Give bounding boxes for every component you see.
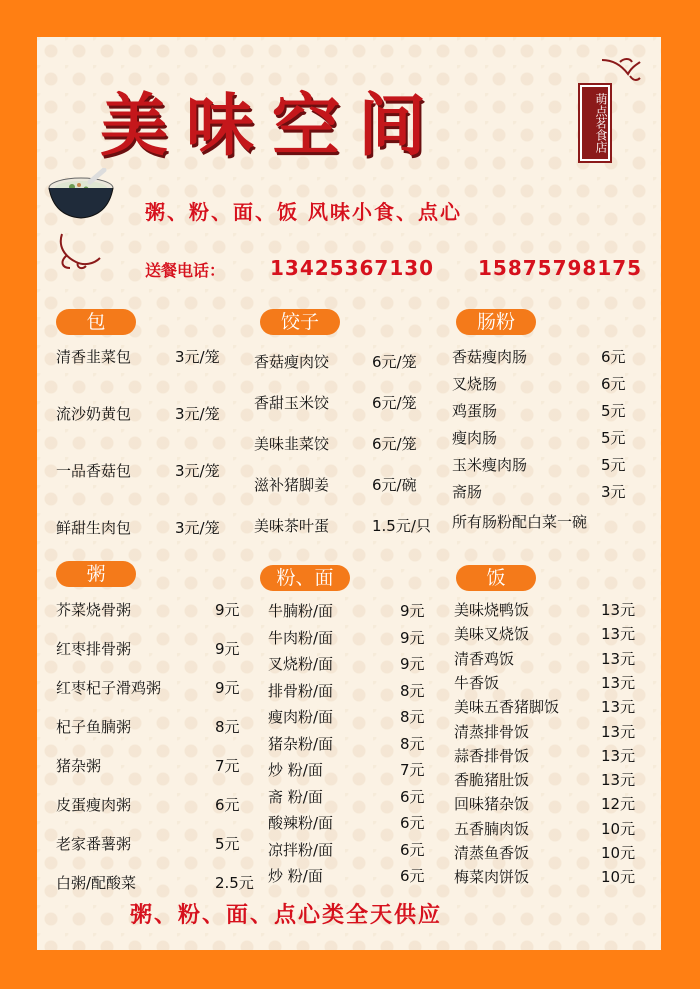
changfen-item-name: 香菇瘦肉肠: [452, 348, 528, 366]
fenmian-item-price: 6元: [400, 867, 425, 885]
fan-item-name: 回味猪杂饭: [454, 795, 530, 814]
fenmian-item-price: 6元: [400, 787, 425, 806]
bao-item-name: 一品香菇包: [56, 462, 132, 480]
zhou-item-price: 9元: [215, 601, 240, 619]
tagline: 粥、粉、面、饭 风味小食、点心: [145, 200, 462, 224]
fan-item-name: 五香腩肉饭: [454, 819, 530, 838]
fenmian-item-name: 炒 粉/面: [268, 867, 323, 885]
fenmian-item-price: 9元: [400, 602, 425, 620]
bao-item-name: 清香韭菜包: [56, 348, 132, 366]
fan-item-price: 10元: [601, 819, 636, 838]
bao-item-name: 流沙奶黄包: [56, 405, 132, 423]
jiaozi-item-name: 香菇瘦肉饺: [254, 353, 330, 371]
changfen-item-price: 5元: [601, 456, 626, 474]
changfen-item-name: 叉烧肠: [452, 375, 498, 393]
changfen-item-name: 鸡蛋肠: [452, 402, 498, 420]
fan-item-price: 10元: [601, 844, 636, 862]
fenmian-item-name: 酸辣粉/面: [268, 814, 334, 832]
zhou-item-name: 红枣排骨粥: [56, 640, 132, 658]
phone-number-2: 15875798175: [478, 256, 643, 280]
zhou-item-name: 杞子鱼腩粥: [56, 718, 132, 736]
fenmian-item-name: 牛肉粉/面: [268, 628, 334, 647]
footer-note: 粥、粉、面、点心类全天供应: [130, 903, 443, 928]
zhou-item-price: 5元: [215, 835, 240, 853]
fan-item-name: 梅菜肉饼饭: [454, 868, 530, 887]
fenmian-item-price: 6元: [400, 840, 425, 859]
fan-item-price: 13元: [601, 722, 636, 741]
zhou-item-name: 猪杂粥: [56, 757, 102, 775]
fenmian-item-name: 叉烧粉/面: [268, 655, 334, 673]
jiaozi-item-name: 香甜玉米饺: [254, 394, 330, 412]
bao-item-price: 3元/笼: [175, 348, 220, 366]
jiaozi-item-price: 1.5元/只: [372, 517, 431, 535]
fenmian-item-price: 6元: [400, 814, 425, 832]
fan-item-name: 清香鸡饭: [454, 649, 515, 668]
fenmian-item-name: 炒 粉/面: [268, 761, 323, 779]
fenmian-item-price: 8元: [400, 734, 425, 753]
bao-item-name: 鲜甜生肉包: [56, 519, 132, 537]
fan-item-price: 13元: [601, 625, 636, 644]
bao-item-price: 3元/笼: [175, 462, 220, 480]
zhou-item-name: 红枣杞子滑鸡粥: [56, 679, 162, 697]
fenmian-item-name: 斋 粉/面: [268, 787, 323, 806]
fan-item-price: 13元: [601, 673, 636, 692]
fenmian-item-name: 瘦肉粉/面: [268, 708, 334, 726]
fan-item-price: 13元: [601, 746, 636, 765]
fan-item-name: 美味五香猪脚饭: [454, 698, 560, 717]
fenmian-item-price: 9元: [400, 655, 425, 673]
zhou-item-price: 9元: [215, 679, 240, 697]
zhou-item-name: 白粥/配酸菜: [56, 874, 137, 892]
fan-item-price: 13元: [601, 649, 636, 668]
fan-item-name: 蒜香排骨饭: [454, 746, 530, 765]
corner-ornament-icon: [600, 56, 642, 86]
changfen-item-price: 3元: [601, 483, 626, 501]
bao-item-price: 3元/笼: [175, 405, 220, 423]
fan-item-price: 13元: [601, 698, 636, 717]
changfen-item-name: 玉米瘦肉肠: [452, 456, 528, 474]
fenmian-item-name: 排骨粉/面: [268, 681, 334, 700]
fenmian-item-name: 牛腩粉/面: [268, 602, 334, 620]
fenmian-item-price: 9元: [400, 628, 425, 647]
fan-item-name: 美味叉烧饭: [454, 625, 530, 644]
jiaozi-item-name: 美味韭菜饺: [254, 435, 330, 453]
changfen-item-name: 瘦肉肠: [452, 429, 498, 447]
fan-item-name: 美味烧鸭饭: [454, 601, 530, 619]
fenmian-item-price: 7元: [400, 761, 425, 779]
fan-item-price: 10元: [601, 868, 636, 887]
fan-item-name: 牛香饭: [454, 673, 500, 692]
jiaozi-item-name: 滋补猪脚姜: [254, 476, 330, 494]
fenmian-item-price: 8元: [400, 708, 425, 726]
changfen-item-price: 5元: [601, 402, 626, 420]
changfen-item-price: 6元: [601, 375, 626, 393]
jiaozi-item-price: 6元/笼: [372, 394, 417, 412]
fan-item-price: 13元: [601, 771, 636, 790]
section-title-zhou: 粥: [56, 561, 136, 587]
phone-label: 送餐电话：: [145, 261, 226, 280]
changfen-note: 所有肠粉配白菜一碗: [452, 513, 588, 531]
zhou-item-name: 老家番薯粥: [56, 835, 132, 853]
zhou-item-price: 8元: [215, 718, 240, 736]
shop-title: 美味空间: [100, 86, 445, 166]
jiaozi-item-price: 6元/笼: [372, 435, 417, 453]
congee-bowl-icon: [46, 168, 116, 222]
zhou-item-name: 芥菜烧骨粥: [56, 601, 132, 619]
fan-item-price: 13元: [601, 601, 636, 619]
corner-ornament-icon: [56, 232, 104, 272]
phone-number-1: 13425367130: [270, 256, 435, 280]
zhou-item-name: 皮蛋瘦肉粥: [56, 796, 132, 814]
zhou-item-price: 9元: [215, 640, 240, 658]
fan-item-price: 12元: [601, 795, 636, 814]
zhou-item-price: 7元: [215, 757, 240, 775]
bao-item-price: 3元/笼: [175, 519, 220, 537]
jiaozi-item-price: 6元/笼: [372, 353, 417, 371]
fan-item-name: 香脆猪肚饭: [454, 771, 530, 790]
fenmian-item-price: 8元: [400, 681, 425, 700]
section-title-jiaozi: 饺子: [260, 309, 340, 335]
section-title-bao: 包: [56, 309, 136, 335]
fenmian-item-name: 凉拌粉/面: [268, 840, 334, 859]
zhou-item-price: 2.5元: [215, 874, 254, 892]
section-title-fan: 饭: [456, 565, 536, 591]
jiaozi-item-name: 美味茶叶蛋: [254, 517, 330, 535]
fenmian-item-name: 猪杂粉/面: [268, 734, 334, 753]
section-title-changfen: 肠粉: [456, 309, 536, 335]
jiaozi-item-price: 6元/碗: [372, 476, 417, 494]
section-title-fenmian: 粉、面: [260, 565, 350, 591]
fan-item-name: 清蒸鱼香饭: [454, 844, 530, 862]
zhou-item-price: 6元: [215, 796, 240, 814]
changfen-item-price: 5元: [601, 429, 626, 447]
changfen-item-name: 斋肠: [452, 483, 483, 501]
fan-item-name: 清蒸排骨饭: [454, 722, 530, 741]
shop-seal: 萌点茗食店: [580, 85, 610, 161]
changfen-item-price: 6元: [601, 348, 626, 366]
